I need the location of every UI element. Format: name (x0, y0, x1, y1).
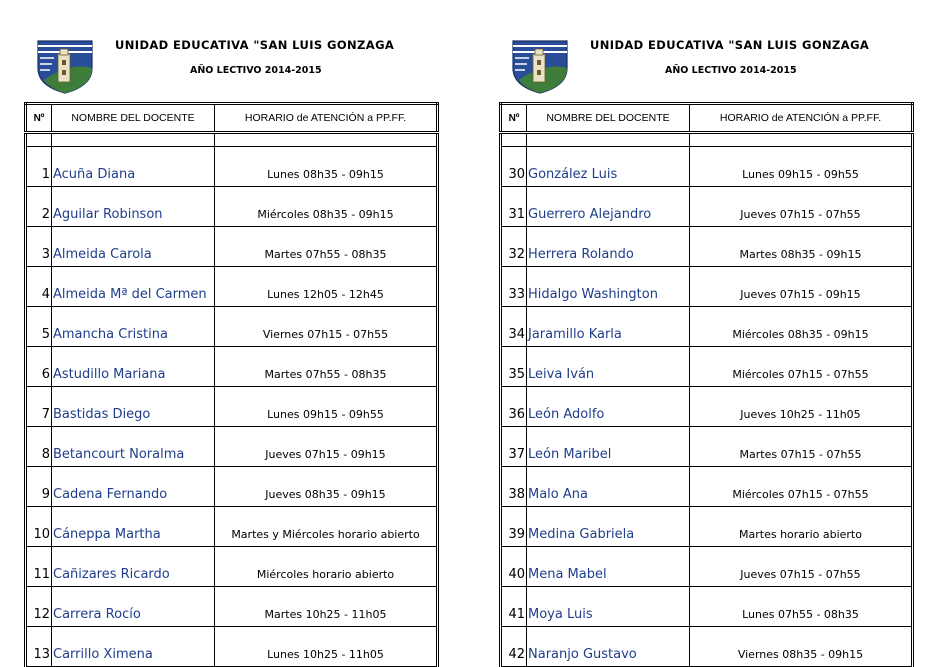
row-number: 40 (501, 547, 527, 587)
attention-schedule: Martes 07h15 - 07h55 (690, 427, 913, 467)
teacher-name: Almeida Mª del Carmen (52, 267, 215, 307)
attention-schedule: Miércoles 08h35 - 09h15 (215, 187, 438, 227)
teacher-schedule-table (499, 102, 914, 667)
teacher-name: Mena Mabel (527, 547, 690, 587)
teacher-name: Moya Luis (527, 587, 690, 627)
row-number: 12 (26, 587, 52, 627)
row-number: 13 (26, 627, 52, 667)
table-row (501, 147, 913, 187)
row-number: 7 (26, 387, 52, 427)
attention-schedule: Viernes 08h35 - 09h15 (690, 627, 913, 667)
school-shield-logo (36, 38, 94, 94)
teacher-name: Bastidas Diego (52, 387, 215, 427)
school-shield-logo (511, 38, 569, 94)
table-row (26, 467, 438, 507)
table-row (26, 627, 438, 667)
left-page (24, 0, 436, 662)
teacher-name: Astudillo Mariana (52, 347, 215, 387)
table-header-row (501, 104, 913, 133)
attention-schedule: Viernes 07h15 - 07h55 (215, 307, 438, 347)
teacher-name: León Maribel (527, 427, 690, 467)
attention-schedule: Martes y Miércoles horario abierto (215, 507, 438, 547)
attention-schedule: Martes 08h35 - 09h15 (690, 227, 913, 267)
row-number: 11 (26, 547, 52, 587)
teacher-name: Almeida Carola (52, 227, 215, 267)
header-teacher-name: NOMBRE DEL DOCENTE (527, 104, 690, 133)
attention-schedule: Lunes 09h15 - 09h55 (690, 147, 913, 187)
table-row (501, 267, 913, 307)
attention-schedule: Jueves 07h15 - 09h15 (690, 267, 913, 307)
row-number: 1 (26, 147, 52, 187)
teacher-name: Jaramillo Karla (527, 307, 690, 347)
school-name: UNIDAD EDUCATIVA "SAN LUIS GONZAGA (590, 38, 870, 52)
table-row (26, 227, 438, 267)
attention-schedule: Lunes 10h25 - 11h05 (215, 627, 438, 667)
row-number: 2 (26, 187, 52, 227)
row-number: 10 (26, 507, 52, 547)
header-teacher-name: NOMBRE DEL DOCENTE (52, 104, 215, 133)
row-number: 34 (501, 307, 527, 347)
attention-schedule: Lunes 08h35 - 09h15 (215, 147, 438, 187)
school-year: AÑO LECTIVO 2014-2015 (190, 65, 322, 76)
teacher-name: Leiva Iván (527, 347, 690, 387)
row-number: 3 (26, 227, 52, 267)
table-row (501, 587, 913, 627)
attention-schedule: Martes 10h25 - 11h05 (215, 587, 438, 627)
attention-schedule: Jueves 07h15 - 07h55 (690, 187, 913, 227)
teacher-name: Aguilar Robinson (52, 187, 215, 227)
table-row (501, 387, 913, 427)
teacher-name: Carrera Rocío (52, 587, 215, 627)
attention-schedule: Jueves 07h15 - 07h55 (690, 547, 913, 587)
attention-schedule: Miércoles 08h35 - 09h15 (690, 307, 913, 347)
row-number: 33 (501, 267, 527, 307)
teacher-name: Hidalgo Washington (527, 267, 690, 307)
row-number: 39 (501, 507, 527, 547)
table-row (501, 467, 913, 507)
row-number: 6 (26, 347, 52, 387)
table-row (501, 227, 913, 267)
row-number: 35 (501, 347, 527, 387)
teacher-name: Guerrero Alejandro (527, 187, 690, 227)
teacher-name: Acuña Diana (52, 147, 215, 187)
attention-schedule: Lunes 09h15 - 09h55 (215, 387, 438, 427)
attention-schedule: Miércoles horario abierto (215, 547, 438, 587)
header-number: Nº (501, 104, 527, 133)
attention-schedule: Jueves 10h25 - 11h05 (690, 387, 913, 427)
row-number: 32 (501, 227, 527, 267)
attention-schedule: Lunes 07h55 - 08h35 (690, 587, 913, 627)
teacher-name: Cáneppa Martha (52, 507, 215, 547)
row-number: 36 (501, 387, 527, 427)
attention-schedule: Martes horario abierto (690, 507, 913, 547)
table-row (26, 387, 438, 427)
attention-schedule: Martes 07h55 - 08h35 (215, 347, 438, 387)
table-row (501, 427, 913, 467)
table-row (501, 627, 913, 667)
header-number: Nº (26, 104, 52, 133)
table-header-row (26, 104, 438, 133)
teacher-name: Naranjo Gustavo (527, 627, 690, 667)
row-number: 31 (501, 187, 527, 227)
right-page (499, 0, 911, 662)
attention-schedule: Miércoles 07h15 - 07h55 (690, 347, 913, 387)
table-row (26, 187, 438, 227)
teacher-name: Malo Ana (527, 467, 690, 507)
row-number: 41 (501, 587, 527, 627)
school-name: UNIDAD EDUCATIVA "SAN LUIS GONZAGA (115, 38, 395, 52)
row-number: 4 (26, 267, 52, 307)
row-number: 38 (501, 467, 527, 507)
teacher-name: Betancourt Noralma (52, 427, 215, 467)
table-row (501, 507, 913, 547)
table-row (26, 427, 438, 467)
attention-schedule: Martes 07h55 - 08h35 (215, 227, 438, 267)
row-number: 5 (26, 307, 52, 347)
teacher-name: Herrera Rolando (527, 227, 690, 267)
header-schedule: HORARIO de ATENCIÓN a PP.FF. (690, 104, 913, 133)
table-row (501, 547, 913, 587)
table-row (26, 147, 438, 187)
table-row (501, 187, 913, 227)
table-row (26, 507, 438, 547)
row-number: 8 (26, 427, 52, 467)
row-number: 37 (501, 427, 527, 467)
teacher-name: Amancha Cristina (52, 307, 215, 347)
row-number: 30 (501, 147, 527, 187)
table-row (26, 347, 438, 387)
teacher-name: González Luis (527, 147, 690, 187)
table-row (501, 307, 913, 347)
table-row (26, 587, 438, 627)
school-year: AÑO LECTIVO 2014-2015 (665, 65, 797, 76)
table-row (26, 307, 438, 347)
row-number: 42 (501, 627, 527, 667)
table-row (501, 347, 913, 387)
header-schedule: HORARIO de ATENCIÓN a PP.FF. (215, 104, 438, 133)
teacher-name: León Adolfo (527, 387, 690, 427)
teacher-name: Cañizares Ricardo (52, 547, 215, 587)
table-row (26, 547, 438, 587)
teacher-name: Cadena Fernando (52, 467, 215, 507)
row-number: 9 (26, 467, 52, 507)
teacher-name: Medina Gabriela (527, 507, 690, 547)
attention-schedule: Miércoles 07h15 - 07h55 (690, 467, 913, 507)
teacher-schedule-table (24, 102, 439, 667)
attention-schedule: Lunes 12h05 - 12h45 (215, 267, 438, 307)
table-row (26, 267, 438, 307)
attention-schedule: Jueves 07h15 - 09h15 (215, 427, 438, 467)
attention-schedule: Jueves 08h35 - 09h15 (215, 467, 438, 507)
teacher-name: Carrillo Ximena (52, 627, 215, 667)
